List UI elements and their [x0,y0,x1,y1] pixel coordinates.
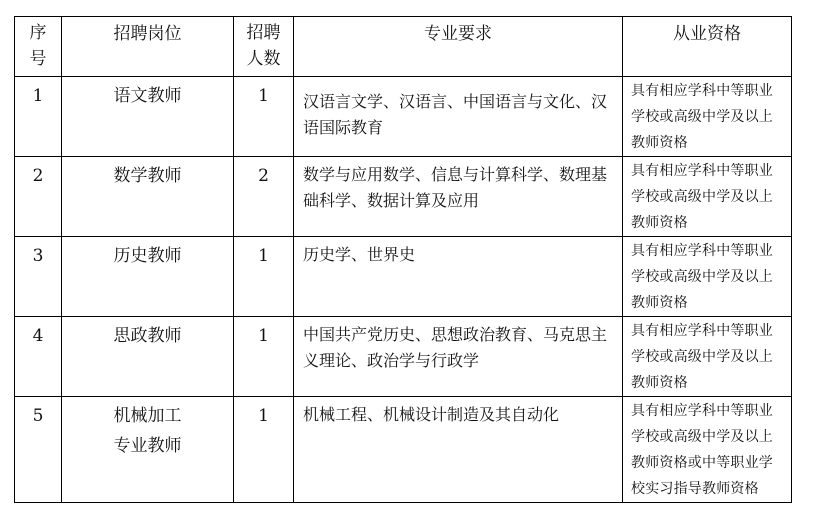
count-value: 1 [258,86,269,106]
post-value-line-2: 专业教师 [113,436,182,456]
index-value: 5 [32,406,44,426]
table-row [15,157,792,237]
major-value: 机械工程、机械设计制造及其自动化 [303,405,560,424]
qualification-cell [623,157,792,237]
qualification-cell [623,397,792,503]
index-cell [15,77,62,157]
qualification-cell [623,237,792,317]
count-cell [234,317,294,397]
header-count-line-1: 招聘 [246,23,281,43]
index-value: 2 [32,166,44,186]
major-value: 历史学、世界史 [303,245,416,264]
header-qualification-label: 从业资格 [673,24,741,44]
qualification-value: 具有相应学科中等职业学校或高级中学及以上教师资格 [631,163,773,231]
count-value: 1 [258,406,269,426]
major-value: 数学与应用数学、信息与计算科学、数理基础科学、数据计算及应用 [303,165,608,210]
header-qualification [623,17,792,77]
major-cell [294,237,623,317]
header-post [62,17,234,77]
qualification-cell [623,317,792,397]
header-index [15,17,62,77]
qualification-value: 具有相应学科中等职业学校或高级中学及以上教师资格 [631,243,773,311]
post-value: 数学教师 [113,166,182,186]
post-cell [62,317,234,397]
post-value: 历史教师 [113,246,182,266]
table-row [15,317,792,397]
major-cell [294,157,623,237]
major-value: 汉语言文学、汉语言、中国语言与文化、汉语国际教育 [303,92,608,137]
table-row [15,77,792,157]
major-cell [294,317,623,397]
index-value: 1 [32,86,44,106]
header-count [234,17,294,77]
index-cell [15,317,62,397]
post-value-line-1: 机械加工 [113,406,182,426]
index-cell [15,397,62,503]
header-post-label: 招聘岗位 [113,24,182,44]
qualification-value: 具有相应学科中等职业学校或高级中学及以上教师资格或中等职业学校实习指导教师资格 [631,403,773,497]
index-cell [15,157,62,237]
header-index-line-2: 号 [29,49,47,69]
qualification-cell [623,77,792,157]
count-value: 1 [258,326,269,346]
major-cell [294,77,623,157]
header-row [15,17,792,77]
count-value: 2 [258,166,269,186]
post-cell [62,397,234,503]
count-cell [234,77,294,157]
post-cell [62,237,234,317]
post-cell [62,157,234,237]
qualification-value: 具有相应学科中等职业学校或高级中学及以上教师资格 [631,323,773,391]
table-row [15,397,792,503]
post-value: 语文教师 [113,86,182,106]
major-value: 中国共产党历史、思想政治教育、马克思主义理论、政治学与行政学 [303,325,608,370]
header-major-label: 专业要求 [424,24,492,44]
qualification-value: 具有相应学科中等职业学校或高级中学及以上教师资格 [631,83,773,151]
index-value: 4 [32,326,44,346]
recruitment-table [14,16,792,503]
header-count-line-2: 人数 [246,49,281,69]
count-value: 1 [258,246,269,266]
count-cell [234,157,294,237]
post-cell [62,77,234,157]
count-cell [234,237,294,317]
index-cell [15,237,62,317]
count-cell [234,397,294,503]
major-cell [294,397,623,503]
post-value: 思政教师 [113,326,182,346]
header-major [294,17,623,77]
header-index-line-1: 序 [29,23,47,43]
index-value: 3 [32,246,44,266]
table-row [15,237,792,317]
